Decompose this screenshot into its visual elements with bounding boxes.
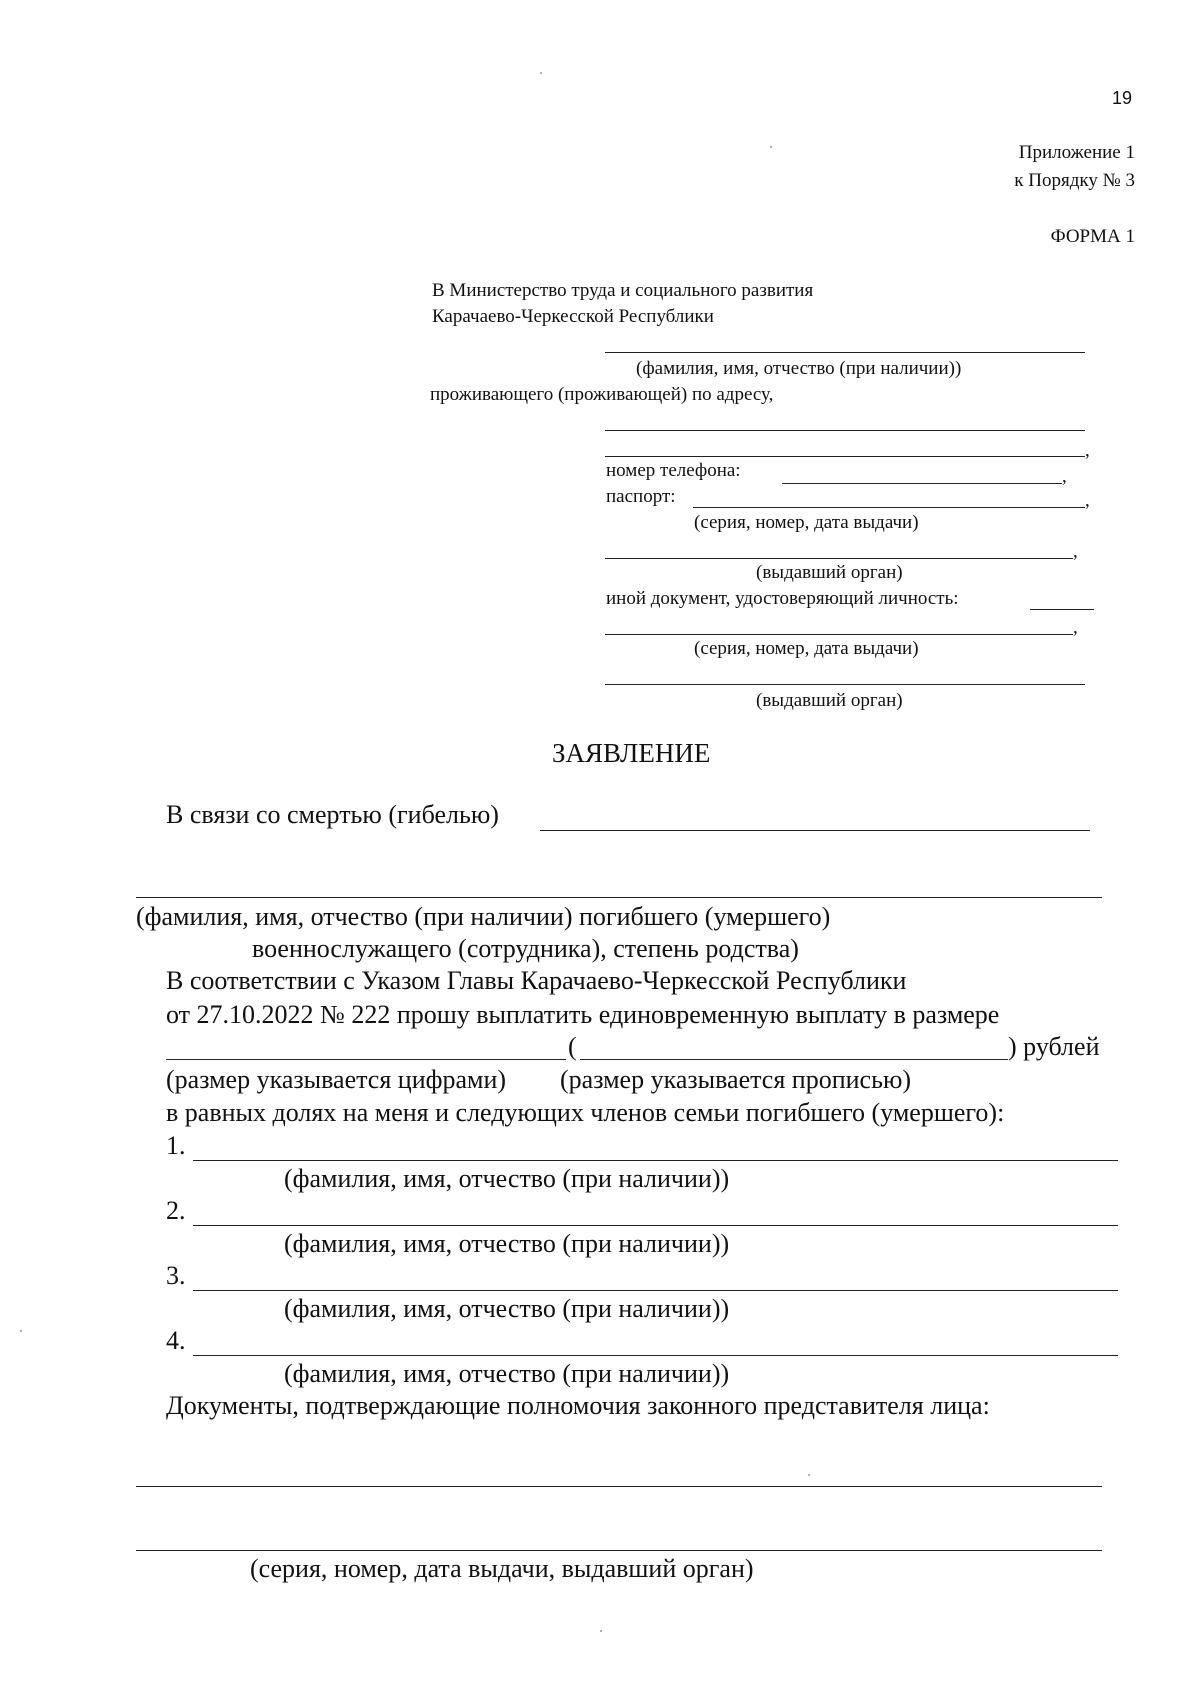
deceased-caption-2: военнослужащего (сотрудника), степень родства) [252, 934, 799, 963]
fio-caption: (фамилия, имя, отчество (при наличии)) [636, 358, 962, 379]
family-member-number: 1. [166, 1131, 186, 1160]
issuer-caption: (выдавший орган) [756, 562, 903, 583]
scan-speck [770, 146, 772, 148]
shares-line: в равных долях на меня и следующих членов семьи погибшего (умершего): [166, 1098, 1005, 1127]
address-blank-line-1[interactable] [605, 430, 1085, 431]
representative-caption: (серия, номер, дата выдачи, выдавший орган) [250, 1554, 754, 1583]
deceased-caption-1: (фамилия, имя, отчество (при наличии) погибшего (умершего) [136, 902, 831, 931]
other-doc-blank-short[interactable] [1030, 609, 1094, 610]
amount-open-paren: ( [568, 1032, 577, 1061]
representative-blank-line-2[interactable] [136, 1550, 1102, 1551]
family-member-blank-line[interactable] [193, 1160, 1118, 1161]
scan-speck [600, 1630, 602, 1632]
phone-blank-line[interactable] [782, 483, 1062, 484]
passport-blank-line[interactable] [693, 507, 1085, 508]
amount-suffix: ) рублей [1008, 1032, 1100, 1061]
representative-blank-line-1[interactable] [136, 1486, 1102, 1487]
amount-words-blank[interactable] [580, 1059, 1008, 1060]
deceased-blank-line-short[interactable] [540, 830, 1090, 831]
decree-line-1: В соответствии с Указом Главы Карачаево-Черкесской Республики [166, 966, 907, 995]
decree-line-2: от 27.10.2022 № 222 прошу выплатить единовременную выплату в размере [166, 1000, 1000, 1029]
comma: , [1062, 466, 1067, 487]
other-issuer-caption: (выдавший орган) [756, 690, 903, 711]
family-member-blank-line[interactable] [193, 1225, 1118, 1226]
scan-speck [808, 1474, 810, 1476]
comma: , [1085, 440, 1090, 461]
address-label: проживающего (проживающей) по адресу, [430, 384, 774, 405]
family-member-blank-line[interactable] [193, 1355, 1118, 1356]
passport-caption: (серия, номер, дата выдачи) [694, 512, 919, 533]
phone-label: номер телефона: [606, 460, 741, 481]
other-doc-caption: (серия, номер, дата выдачи) [694, 638, 919, 659]
family-member-caption: (фамилия, имя, отчество (при наличии)) [284, 1164, 730, 1193]
document-title: ЗАЯВЛЕНИЕ [552, 738, 711, 768]
page-number: 19 [1112, 88, 1133, 108]
issuer-blank-line[interactable] [605, 558, 1073, 559]
representative-label: Документы, подтверждающие полномочия законного представителя лица: [166, 1391, 990, 1420]
family-member-caption: (фамилия, имя, отчество (при наличии)) [284, 1229, 730, 1258]
amount-digits-blank[interactable] [166, 1059, 566, 1060]
passport-label: паспорт: [606, 486, 676, 507]
comma: , [1085, 490, 1090, 511]
deceased-blank-line-full[interactable] [136, 897, 1102, 898]
appendix-line-2: к Порядку № 3 [1014, 170, 1135, 191]
family-member-number: 4. [166, 1326, 186, 1355]
scan-speck [540, 72, 542, 74]
other-doc-blank-line[interactable] [605, 634, 1073, 635]
form-label: ФОРМА 1 [1050, 226, 1135, 247]
addressee-line-2: Карачаево-Черкесской Республики [432, 306, 714, 327]
other-doc-label: иной документ, удостоверяющий личность: [606, 588, 959, 609]
addressee-line-1: В Министерство труда и социального развития [432, 280, 814, 301]
comma: , [1073, 541, 1078, 562]
family-member-caption: (фамилия, имя, отчество (при наличии)) [284, 1359, 730, 1388]
amount-caption-words: (размер указывается прописью) [560, 1065, 912, 1094]
other-issuer-blank-line[interactable] [605, 684, 1085, 685]
family-member-blank-line[interactable] [193, 1290, 1118, 1291]
comma: , [1073, 617, 1078, 638]
appendix-line-1: Приложение 1 [1018, 142, 1135, 163]
family-member-caption: (фамилия, имя, отчество (при наличии)) [284, 1294, 730, 1323]
family-member-number: 2. [166, 1196, 186, 1225]
fio-blank-line[interactable] [605, 352, 1085, 353]
scan-speck [20, 1330, 22, 1332]
amount-caption-digits: (размер указывается цифрами) [166, 1065, 507, 1094]
family-member-number: 3. [166, 1261, 186, 1290]
address-blank-line-2[interactable] [605, 456, 1085, 457]
death-label: В связи со смертью (гибелью) [166, 800, 499, 829]
